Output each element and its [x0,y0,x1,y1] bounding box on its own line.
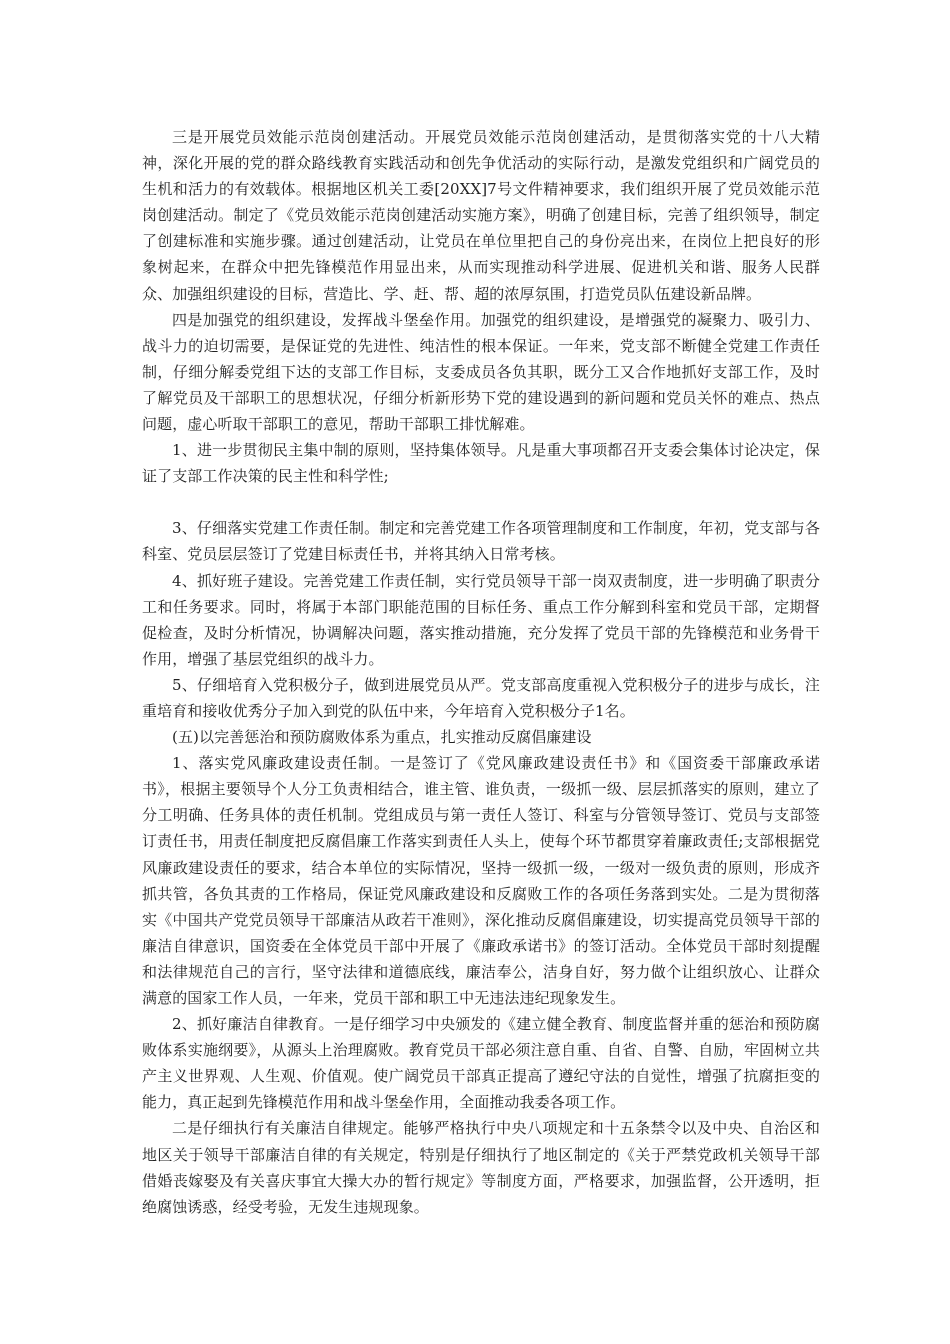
document-body [142,124,820,1220]
paragraph-blank [142,489,820,515]
paragraph-item-4-team-building: 4、抓好班子建设。完善党建工作责任制，实行党员领导干部一岗双责制度，进一步明确了职责分工和任务要求。同时，将属于本部门职能范围的目标任务、重点工作分解到科室和党员干部，定期督促检查，及时分析情况，协调解决问题，落实推动措施，充分发挥了党员干部的先锋模范和业务骨干作用，增强了基层党组织的战斗力。 [142,571,820,668]
paragraph-party-organization: 四是加强党的组织建设，发挥战斗堡垒作用。加强党的组织建设，是增强党的凝聚力、吸引力、战斗力的迫切需要，是保证党的先进性、纯洁性的根本保证。一年来，党支部不断健全党建工作责任制，仔细分解委党组下达的支部工作目标，支委成员各负其职，既分工又合作地抓好支部工作，及时了解党员及干部职工的思想状况，仔细分析新形势下党的建设遇到的新问题和党员关怀的难点、热点问题，虚心听取干部职工的意见，帮助干部职工排忧解难。 [142,310,820,434]
section-heading-anti-corruption: (五)以完善惩治和预防腐败体系为重点，扎实推动反腐倡廉建设 [172,728,592,747]
paragraph-item-5-activists: 5、仔细培育入党积极分子，做到进展党员从严。党支部高度重视入党积极分子的进步与成长，注重培育和接收优秀分子加入到党的队伍中来，今年培育入党积极分子1名。 [142,675,820,720]
paragraph-party-member-efficiency: 三是开展党员效能示范岗创建活动。开展党员效能示范岗创建活动，是贯彻落实党的十八大精神，深化开展的党的群众路线教育实践活动和创先争优活动的实际行动，是激发党组织和广阔党员的生机和活力的有效载体。根据地区机关工委[20XX]7号文件精神要求，我们组织开展了党员效能示范岗创建活动。制定了《党员效能示范岗创建活动实施方案》，明确了创建目标，完善了组织领导，制定了创建标准和实施步骤。通过创建活动，让党员在单位里把自己的身份亮出来，在岗位上把良好的形象树起来，在群众中把先锋模范作用显出来，从而实现推动科学进展、促进机关和谐、服务人民群众、加强组织建设的目标，营造比、学、赶、帮、超的浓厚氛围，打造党员队伍建设新品牌。 [142,128,820,303]
paragraph-item-2-integrity-education: 2、抓好廉洁自律教育。一是仔细学习中央颁发的《建立健全教育、制度监督并重的惩治和预防腐败体系实施纲要》，从源头上治理腐败。教育党员干部必须注意自重、自省、自警、自励，牢固树立共产主义世界观、人生观、价值观。使广阔党员干部真正提高了遵纪守法的自觉性，增强了抗腐拒变的能力，真正起到先锋模范作用和战斗堡垒作用，全面推动我委各项工作。 [142,1015,820,1112]
paragraph-item-3-responsibility: 3、仔细落实党建工作责任制。制定和完善党建工作各项管理制度和工作制度，年初，党支部与各科室、党员层层签订了党建目标责任书，并将其纳入日常考核。 [142,519,820,564]
paragraph-item-1-integrity-responsibility: 1、落实党风廉政建设责任制。一是签订了《党风廉政建设责任书》和《国资委干部廉政承诺书》，根据主要领导个人分工负责相结合，谁主管、谁负责，一级抓一级、层层抓落实的原则，建立了分工明确、任务具体的责任机制。党组成员与第一责任人签订、科室与分管领导签订、党员与支部签订责任书，用责任制度把反腐倡廉工作落实到责任人头上，使每个环节都贯穿着廉政责任;支部根据党风廉政建设责任的要求，结合本单位的实际情况，坚持一级抓一级，一级对一级负责的原则，形成齐抓共管，各负其责的工作格局，保证党风廉政建设和反腐败工作的各项任务落到实处。二是为贯彻落实《中国共产党党员领导干部廉洁从政若干准则》，深化推动反腐倡廉建设，切实提高党员领导干部的廉洁自律意识，国资委在全体党员干部中开展了《廉政承诺书》的签订活动。全体党员干部时刻提醒和法律规范自己的言行，坚守法律和道德底线，廉洁奉公，洁身自好，努力做个让组织放心、让群众满意的国家工作人员，一年来，党员干部和职工中无违法违纪现象发生。 [142,754,820,1007]
paragraph-integrity-rules: 二是仔细执行有关廉洁自律规定。能够严格执行中央八项规定和十五条禁令以及中央、自治区和地区关于领导干部廉洁自律的有关规定，特别是仔细执行了地区制定的《关于严禁党政机关领导干部借婚丧嫁娶及有关喜庆事宜大操大办的暂行规定》等制度方面，严格要求，加强监督，公开透明，拒绝腐蚀诱惑，经受考验，无发生违规现象。 [142,1119,820,1216]
paragraph-item-1-democratic-centralism: 1、进一步贯彻民主集中制的原则，坚持集体领导。凡是重大事项都召开支委会集体讨论决定，保证了支部工作决策的民主性和科学性; [142,441,820,486]
